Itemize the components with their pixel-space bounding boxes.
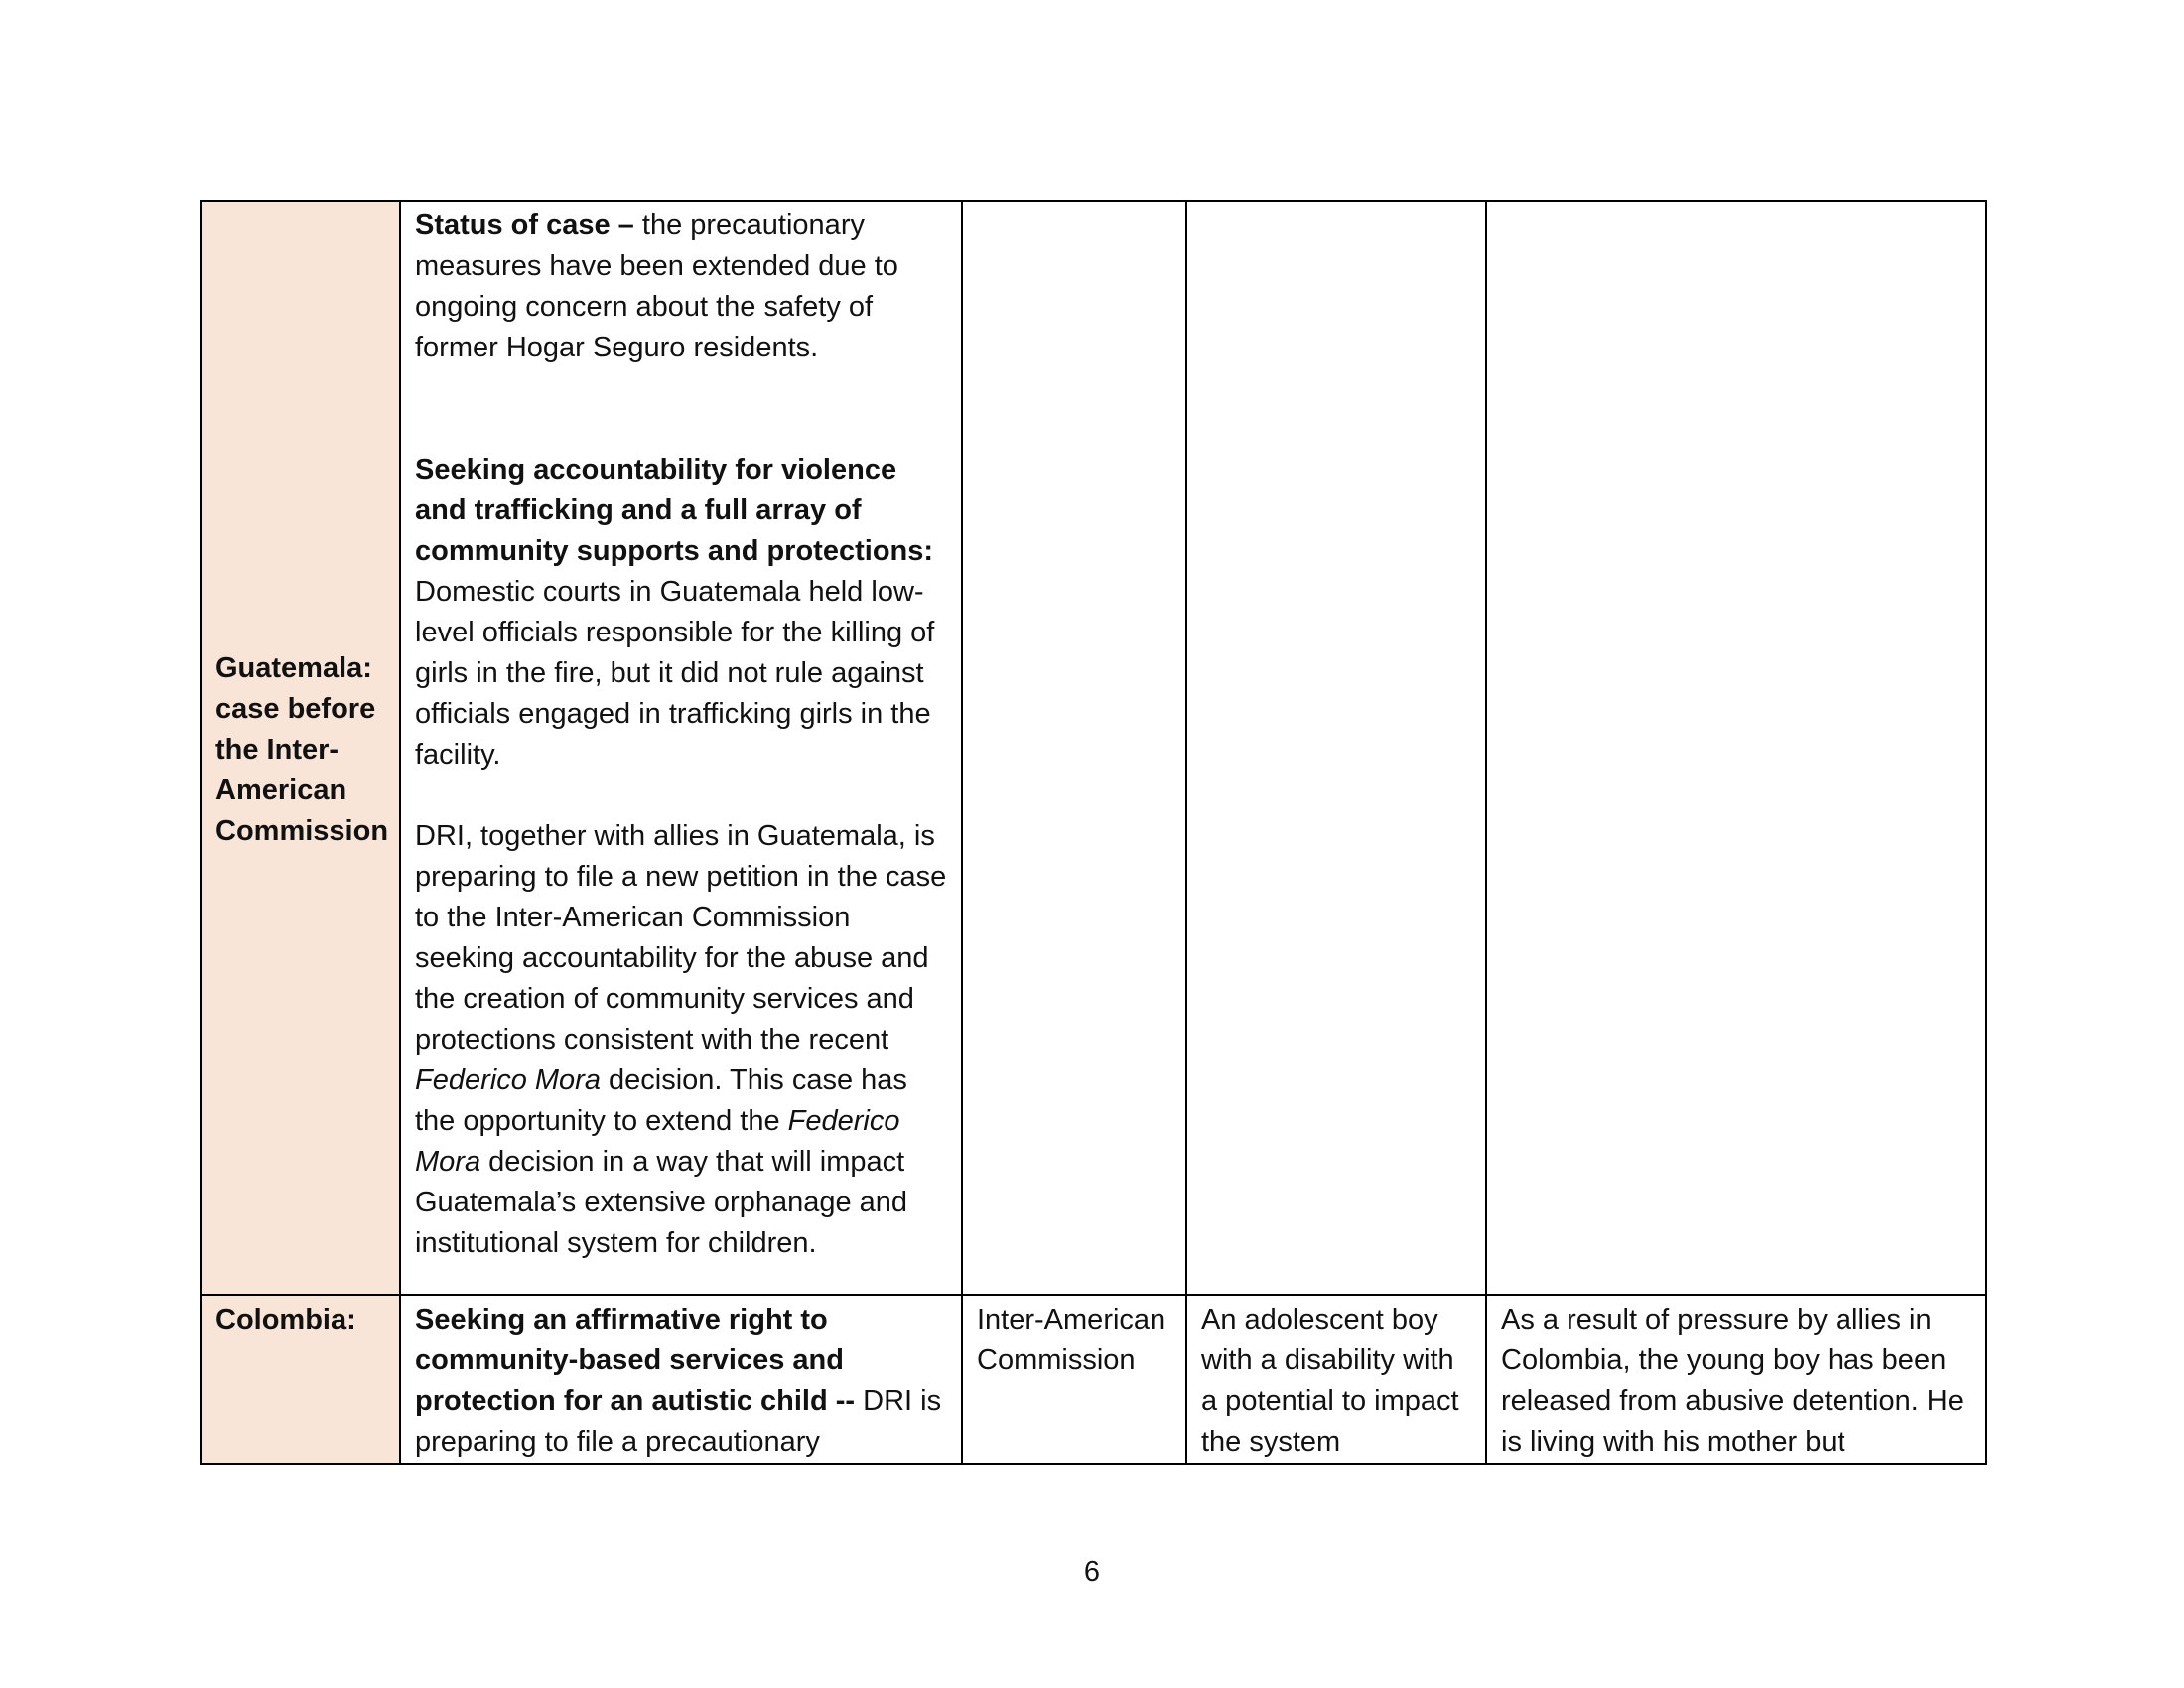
outcome-cell	[1486, 201, 1986, 1295]
status-text: the precautionary measures have been extended due to ongoing concern about the safety of former Hogar Seguro residents.	[415, 210, 898, 363]
petition-text: DRI, together with allies in Guatemala, is preparing to file a new petition in the case to the Inter-American Commission seeking accountability for the abuse and the creation of community services and protections consistent with the recent	[415, 820, 947, 1055]
description-heading: Seeking an affirmative right to community-based services and protection for an autistic child --	[415, 1304, 856, 1417]
impact-text: An adolescent boy with a disability with a potential to impact the system	[1201, 1304, 1459, 1458]
paragraph-spacer	[415, 775, 947, 816]
accountability-paragraph	[415, 450, 947, 775]
country-cell	[201, 1295, 400, 1464]
country-label: Guatemala: case before the Inter-American Commission	[215, 651, 389, 847]
description-text: DRI is preparing to file a precautionary	[415, 1385, 942, 1458]
outcome-cell	[1486, 1295, 1986, 1464]
impact-cell	[1186, 1295, 1486, 1464]
forum-text: Inter-American Commission	[977, 1304, 1166, 1376]
case-name: Federico Mora	[415, 1064, 601, 1096]
description-cell	[400, 201, 962, 1295]
description-cell	[400, 1295, 962, 1464]
table-row-colombia	[201, 1295, 1986, 1464]
status-paragraph	[415, 206, 947, 368]
accountability-heading: Seeking accountability for violence and trafficking and a full array of community supports and protections:	[415, 454, 934, 567]
status-label: Status of case –	[415, 210, 634, 241]
forum-cell	[962, 201, 1186, 1295]
table-row-guatemala	[201, 201, 1986, 1295]
outcome-text: As a result of pressure by allies in Colombia, the young boy has been released from abusive detention. He is living with his mother but	[1501, 1304, 1964, 1458]
case-table	[200, 200, 1987, 1465]
paragraph-spacer	[415, 368, 947, 450]
case-name: Federico Mora	[415, 1105, 900, 1178]
forum-cell	[962, 1295, 1186, 1464]
country-label: Colombia:	[215, 1304, 356, 1336]
accountability-text: Domestic courts in Guatemala held low-level officials responsible for the killing of girls in the fire, but it did not rule against officials engaged in trafficking girls in the facility.	[415, 576, 935, 771]
impact-cell	[1186, 201, 1486, 1295]
country-cell	[201, 201, 400, 1295]
petition-text: decision in a way that will impact Guatemala’s extensive orphanage and institutional system for children.	[415, 1146, 908, 1259]
petition-paragraph	[415, 816, 947, 1264]
petition-text: decision. This case has the opportunity to extend the	[415, 1064, 907, 1137]
description-paragraph	[415, 1300, 947, 1463]
page-number: 6	[1083, 1556, 1101, 1588]
